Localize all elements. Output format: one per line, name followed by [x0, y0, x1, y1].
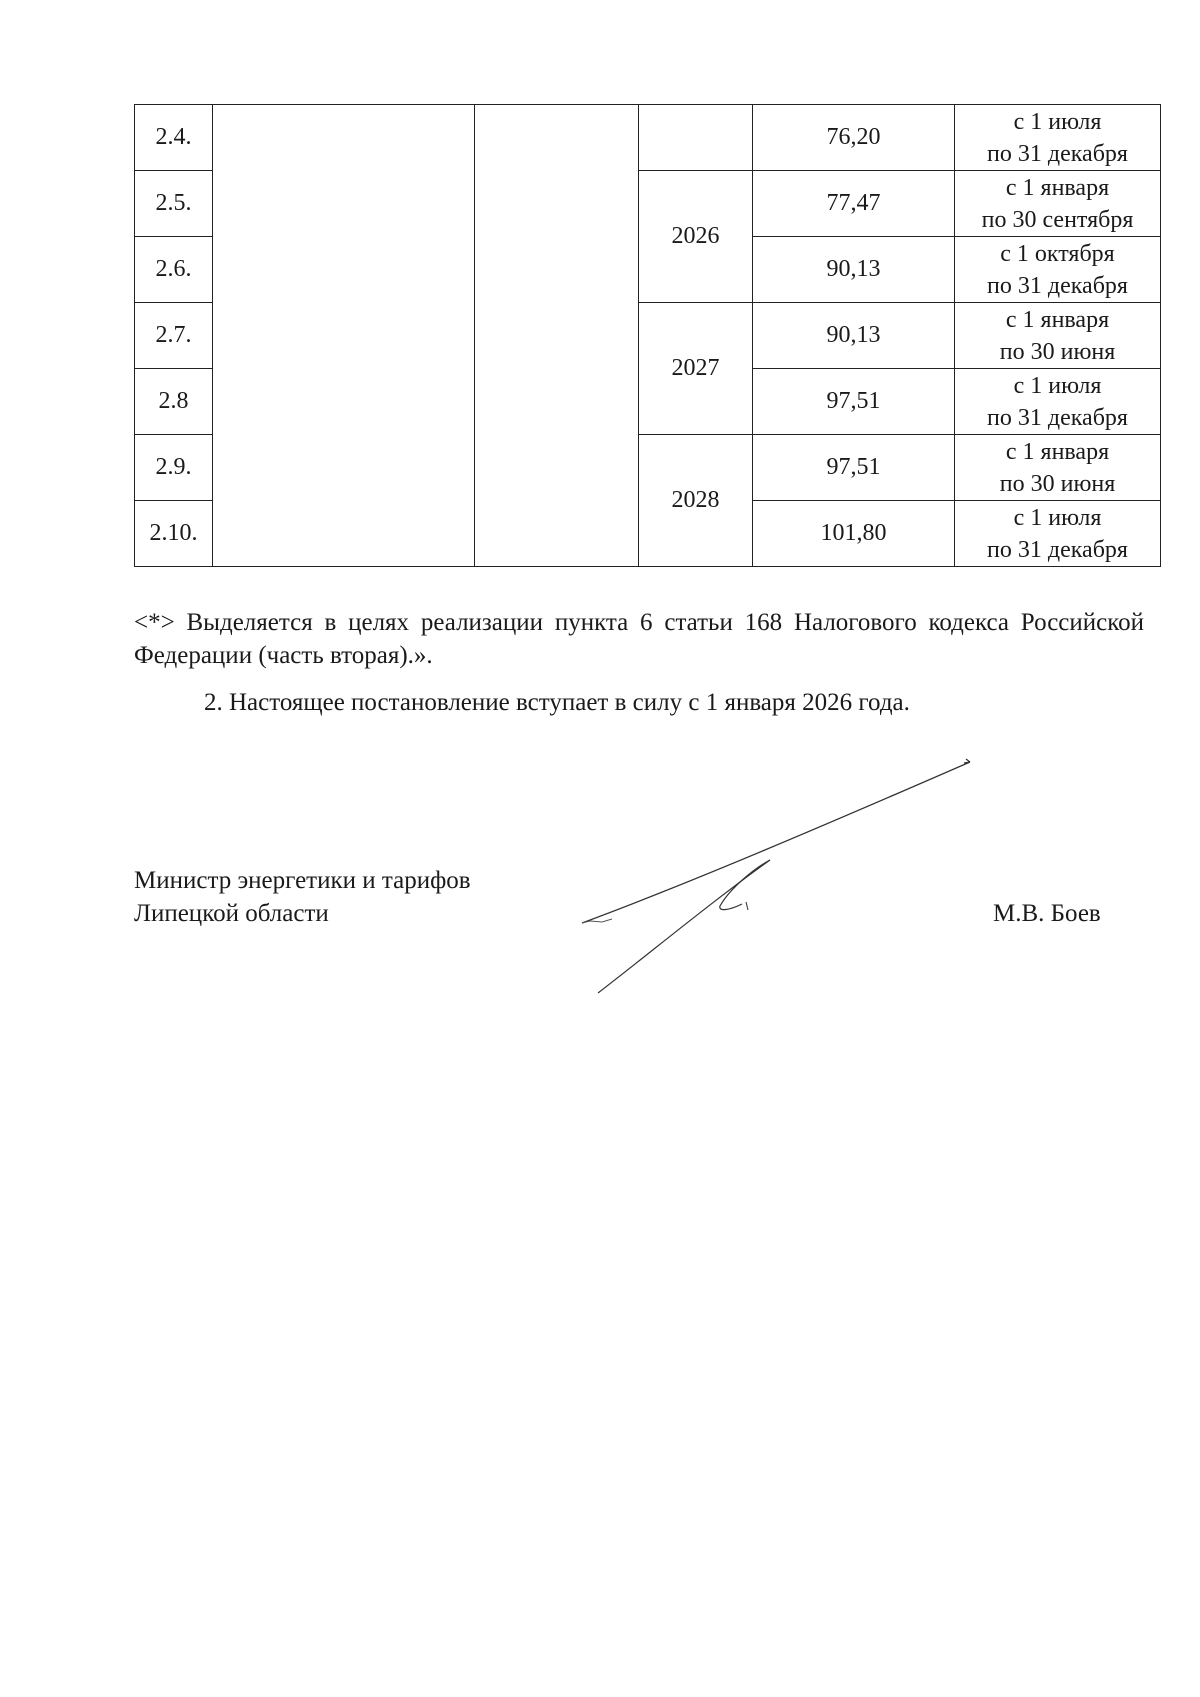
period-end: по 31 декабря	[987, 404, 1128, 431]
signatory-title-line1: Министр энергетики и тарифов	[134, 867, 471, 894]
period-cell	[955, 237, 1161, 303]
period-end: по 30 сентября	[981, 206, 1134, 233]
row-number: 2.9.	[135, 435, 213, 501]
period-start: с 1 января	[1005, 306, 1110, 333]
period-cell	[955, 435, 1161, 501]
row-number: 2.4.	[135, 105, 213, 171]
period-cell	[955, 105, 1161, 171]
effective-date-paragraph: 2. Настоящее постановление вступает в силу с 1 января 2026 года.	[204, 689, 910, 716]
period-start: с 1 июля	[1013, 372, 1102, 399]
tariff-value: 77,47	[753, 171, 955, 237]
tariff-value: 90,13	[753, 303, 955, 369]
footnote: <*> Выделяется в целях реализации пункта 6 статьи 168 Налогового кодекса Российской Федерации (часть вторая).».	[134, 609, 1144, 669]
row-number: 2.5.	[135, 171, 213, 237]
year-cell: 2026	[639, 171, 753, 303]
table-row	[135, 105, 1161, 171]
period-start: с 1 октября	[1000, 240, 1115, 267]
tariff-value: 101,80	[753, 501, 955, 567]
year-cell-empty	[639, 105, 753, 171]
row-number: 2.10.	[135, 501, 213, 567]
period-end: по 31 декабря	[987, 140, 1128, 167]
period-start: с 1 июля	[1013, 504, 1102, 531]
period-start: с 1 января	[1005, 438, 1110, 465]
tariff-table	[134, 104, 1161, 567]
row-number: 2.8	[135, 369, 213, 435]
row-number: 2.7.	[135, 303, 213, 369]
period-end: по 30 июня	[999, 338, 1116, 365]
period-start: с 1 июля	[1013, 108, 1102, 135]
signatory-name: М.В. Боев	[993, 900, 1101, 927]
period-cell	[955, 501, 1161, 567]
period-end: по 30 июня	[999, 470, 1116, 497]
period-end: по 31 декабря	[987, 272, 1128, 299]
empty-cell	[213, 105, 475, 567]
handwritten-signature	[570, 748, 990, 998]
signatory-title-line2: Липецкой области	[134, 900, 329, 927]
tariff-value: 90,13	[753, 237, 955, 303]
signatory-title	[134, 864, 471, 930]
row-number: 2.6.	[135, 237, 213, 303]
tariff-value: 97,51	[753, 369, 955, 435]
period-cell	[955, 171, 1161, 237]
tariff-value: 76,20	[753, 105, 955, 171]
tariff-value: 97,51	[753, 435, 955, 501]
year-cell: 2027	[639, 303, 753, 435]
period-end: по 31 декабря	[987, 536, 1128, 563]
empty-cell	[475, 105, 639, 567]
year-cell: 2028	[639, 435, 753, 567]
period-start: с 1 января	[1005, 174, 1110, 201]
period-cell	[955, 369, 1161, 435]
period-cell	[955, 303, 1161, 369]
